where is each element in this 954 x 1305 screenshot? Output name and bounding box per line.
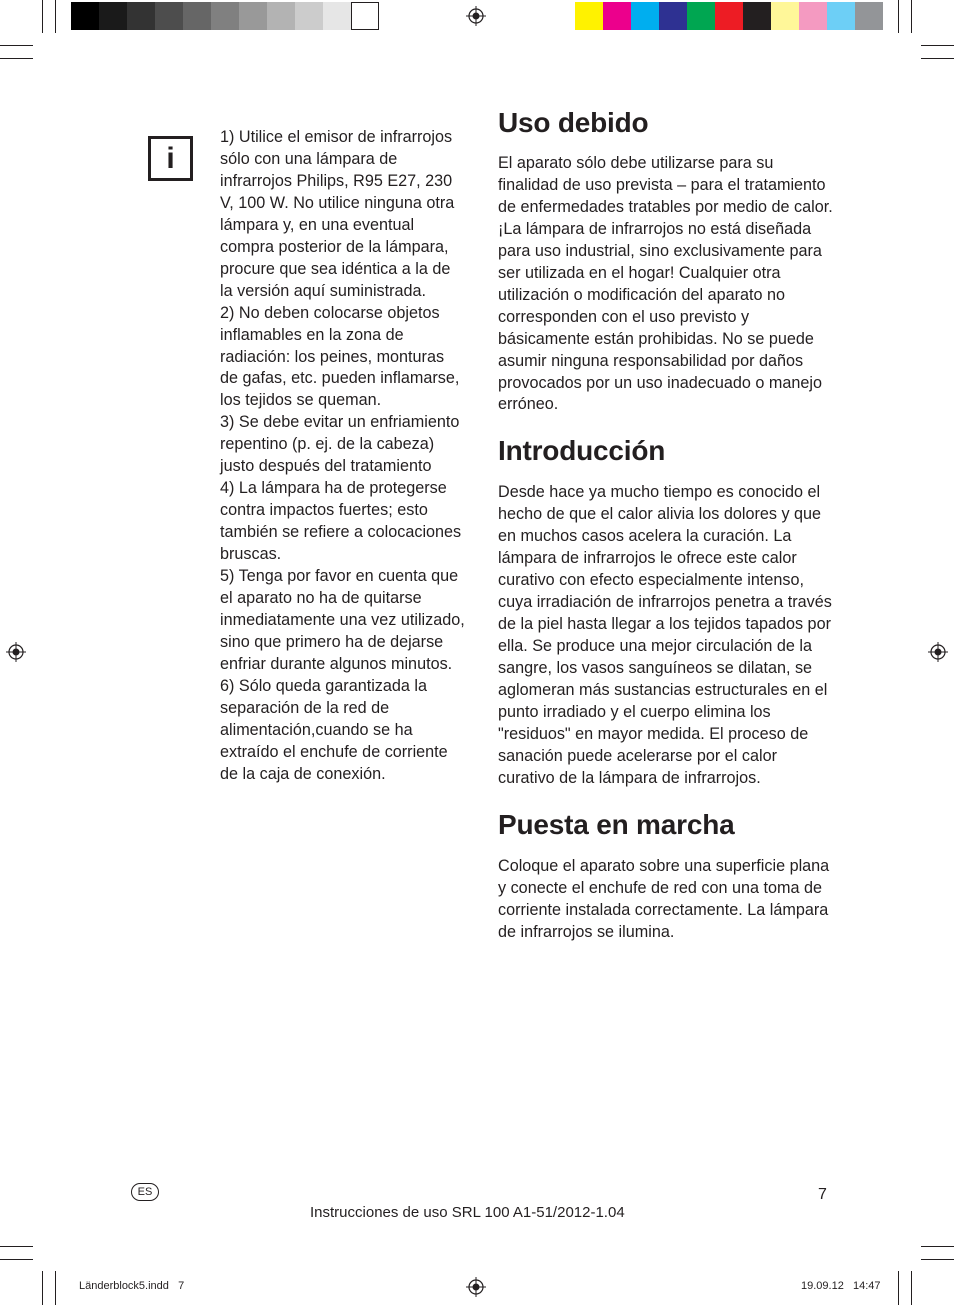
crop-mark (921, 58, 954, 59)
gray-swatch (127, 2, 155, 30)
language-badge: ES (131, 1183, 159, 1201)
crop-mark (921, 1259, 954, 1260)
section-body-introduccion: Desde hace ya mucho tiempo es conocido el hecho de que el calor alivia los dolores y que en muchos casos acelera la curación. La lámpara de infrarrojos le ofrece este calor curativo con efecto especialmente intenso, cuya irradiación de infrarrojos penetra a través de la piel hasta llegar a los tejidos tapados por ella. Se produce una mejor circulación de la sangre, los vasos sanguíneos se dilatan, se aglomeran más sustancias estructurales en el punto irradiado y el cuerpo elimina los "residuos" en mayor medida. El proceso de sanación puede acelerarse por el calor curativo de la lámpara de infrarrojos. (498, 483, 832, 787)
color-swatch (771, 2, 799, 30)
gray-swatch (155, 2, 183, 30)
registration-mark-icon (6, 642, 26, 662)
crop-mark (921, 45, 954, 46)
document-reference: Instrucciones de uso SRL 100 A1-51/2012-1.04 (310, 1204, 625, 1221)
registration-mark-icon (928, 642, 948, 662)
color-swatch (855, 2, 883, 30)
color-swatch (659, 2, 687, 30)
gray-swatch (211, 2, 239, 30)
color-swatch (575, 2, 603, 30)
main-content (498, 104, 838, 944)
crop-mark (898, 0, 899, 33)
gray-swatch (239, 2, 267, 30)
section-body-uso-debido: El aparato sólo debe utilizarse para su finalidad de uso prevista – para el tratamiento de enfermedades tratables por medio de calor. ¡La lámpara de infrarrojos no está diseñada para uso industrial, sino exclusivamente para ser utilizada en el hogar! Cualquier otra utilización o modificación del aparato no corresponden con el uso previsto y básicamente están prohibidas. No se puede asumir ninguna responsabilidad por daños provocados por un uso inadecuado o manejo erróneo. (498, 154, 833, 414)
note-3: 3) Se debe evitar un enfriamiento repentino (p. ej. de la cabeza) justo después del tratamiento (220, 413, 460, 476)
section-title-introduccion: Introducción (498, 435, 666, 467)
gray-swatch (183, 2, 211, 30)
gray-swatch (267, 2, 295, 30)
registration-mark-icon (466, 6, 486, 26)
note-5: 5) Tenga por favor en cuenta que el aparato no ha de quitarse inmediatamente una vez utilizado, sino que primero ha de dejarse enfriar durante algunos minutos. (220, 567, 465, 673)
gray-swatch (71, 2, 99, 30)
color-swatch (827, 2, 855, 30)
crop-mark (911, 0, 912, 33)
page-number: 7 (818, 1186, 827, 1203)
info-icon-letter: i (166, 141, 175, 175)
crop-mark (42, 0, 43, 33)
print-slug-timestamp: 19.09.12 14:47 (801, 1280, 881, 1292)
crop-mark (0, 1259, 33, 1260)
gray-swatch (295, 2, 323, 30)
note-4: 4) La lámpara ha de protegerse contra impactos fuertes; esto también se refiere a colocaciones bruscas. (220, 479, 462, 564)
crop-mark (42, 1271, 43, 1305)
section-title-uso-debido: Uso debido (498, 107, 649, 138)
gray-swatch (99, 2, 127, 30)
crop-mark (55, 0, 56, 33)
crop-mark (0, 1246, 33, 1247)
crop-mark (921, 1246, 954, 1247)
info-icon (148, 136, 193, 181)
crop-mark (898, 1271, 899, 1305)
crop-mark (55, 1271, 56, 1305)
color-swatch (715, 2, 743, 30)
note-1: 1) Utilice el emisor de infrarrojos sólo con una lámpara de infrarrojos Philips, R95 E27, 230 V, 100 W. No utilice ninguna otra lámpara y, en una eventual compra posterior de la lámpara, procure que sea idéntica a la de la versión aquí suministrada. (220, 128, 455, 300)
gray-swatch (323, 2, 351, 30)
section-title-puesta-en-marcha: Puesta en marcha (498, 808, 735, 840)
crop-mark (0, 58, 33, 59)
registration-mark-icon (466, 1277, 486, 1297)
note-2: 2) No deben colocarse objetos inflamables en la zona de radiación: los peines, monturas de gafas, etc. pueden inflamarse, los tejidos se queman. (220, 303, 460, 410)
gray-swatch (351, 2, 379, 30)
safety-notes (220, 127, 466, 786)
crop-mark (0, 45, 33, 46)
color-swatch (603, 2, 631, 30)
color-swatch (631, 2, 659, 30)
color-swatch (687, 2, 715, 30)
section-body-puesta-en-marcha: Coloque el aparato sobre una superficie plana y conecte el enchufe de red con una toma de corriente instalada correctamente. La lámpara de infrarrojos se ilumina. (498, 856, 830, 941)
crop-mark (911, 1271, 912, 1305)
note-6: 6) Sólo queda garantizada la separación de la red de alimentación,cuando se ha extraído el enchufe de corriente de la caja de conexión. (220, 676, 448, 783)
print-slug-file: Länderblock5.indd 7 (79, 1280, 185, 1292)
color-swatch (743, 2, 771, 30)
color-swatch (799, 2, 827, 30)
